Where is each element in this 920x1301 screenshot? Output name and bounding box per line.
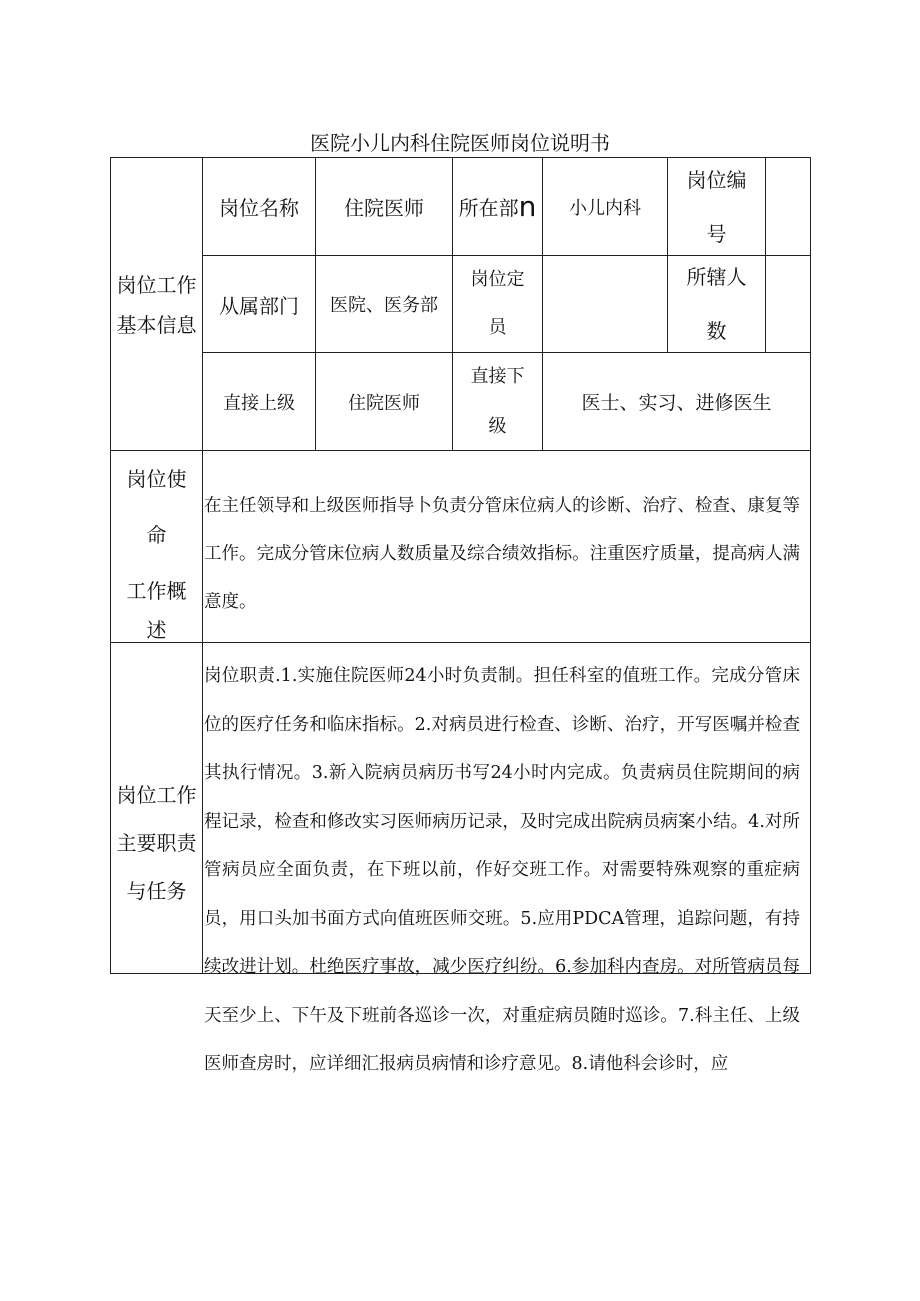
headcount-value	[543, 256, 667, 352]
department-value: 小儿内科	[569, 197, 641, 219]
mission-label-line1: 岗位使	[126, 467, 187, 491]
direct-subordinate-label-line2: 级	[488, 415, 507, 437]
direct-subordinate-value: 医士、实习、进修医生	[581, 392, 772, 414]
document-title: 医院小儿内科住院医师岗位说明书	[310, 131, 610, 155]
affiliated-dept-label: 从属部门	[219, 293, 299, 318]
subordinates-value	[766, 256, 810, 352]
department-label	[453, 158, 542, 255]
affiliated-dept-value: 医院、医务部	[330, 295, 438, 316]
duties-label-line1: 岗位工作	[116, 783, 197, 807]
mission-text: 在主任领导和上级医师指导卜负责分管床位病人的诊断、治疗、检查、康复等工作。完成分管床位病人数质量及综合绩效指标。注重医疗质量，提高病人满意度。	[204, 496, 800, 612]
headcount-label-line2: 员	[488, 317, 507, 338]
duties-label-line2: 主要职责	[116, 831, 197, 855]
subordinates-label	[668, 256, 765, 352]
mission-label-line3: 工作概	[126, 579, 187, 603]
basic-info-label-line1: 岗位工作	[116, 273, 197, 297]
basic-info-label-line2: 基本信息	[116, 313, 197, 337]
position-code-label	[668, 158, 765, 255]
duties-label-line3: 与任务	[126, 879, 187, 903]
position-name-value: 住院医师	[344, 196, 424, 220]
direct-superior-label: 直接上级	[223, 392, 295, 414]
duties-text: 岗位职责.1.实施住院医师24小时负责制。担任科室的值班工作。完成分管床位的医疗任务和临床指标。2.对病员进行检查、诊断、治疗，开写医嘱并检查其执行情况。3.新入院病员病历书写24小时内完成。负责病员住院期间的病程记录，检查和修改实习医师病历记录，及时完成出院病员病案小结。4.对所管病员应全面负责，在下班以前，作好交班工作。对需要特殊观察的重症病员，用口头加书面方式向值班医师交班。5.应用PDCA管理，追踪问题，有持续改进计划。杜绝医疗事故，减少医疗纠纷。6.参加科内查房。对所管病员每天至少上、下午及下班前各巡诊一次，对重症病员随时巡诊。7.科主任、上级医师查房时，应详细汇报病员病情和诊疗意见。8.请他科会诊时，应	[204, 666, 800, 1074]
position-code-label-line2: 号	[706, 221, 727, 246]
position-code-value	[766, 158, 810, 255]
basic-info-section-label	[111, 258, 202, 352]
position-code-label-line1: 岗位编	[686, 167, 747, 192]
position-name-label: 岗位名称	[219, 196, 299, 220]
mission-label-line4: 述	[146, 619, 167, 641]
duties-section-label	[111, 643, 202, 973]
department-label-tail: n	[518, 189, 537, 223]
direct-subordinate-label	[453, 353, 542, 450]
direct-subordinate-label-line1: 直接下	[470, 365, 525, 387]
subordinates-label-line2: 数	[706, 319, 727, 343]
mission-label-line2: 命	[146, 523, 167, 547]
headcount-label	[453, 256, 542, 352]
department-label-main: 所在部	[458, 196, 519, 220]
headcount-label-line1: 岗位定	[470, 269, 525, 290]
subordinates-label-line1: 所辖人	[686, 265, 747, 289]
mission-section-label	[111, 451, 202, 642]
direct-superior-value: 住院医师	[348, 392, 420, 414]
